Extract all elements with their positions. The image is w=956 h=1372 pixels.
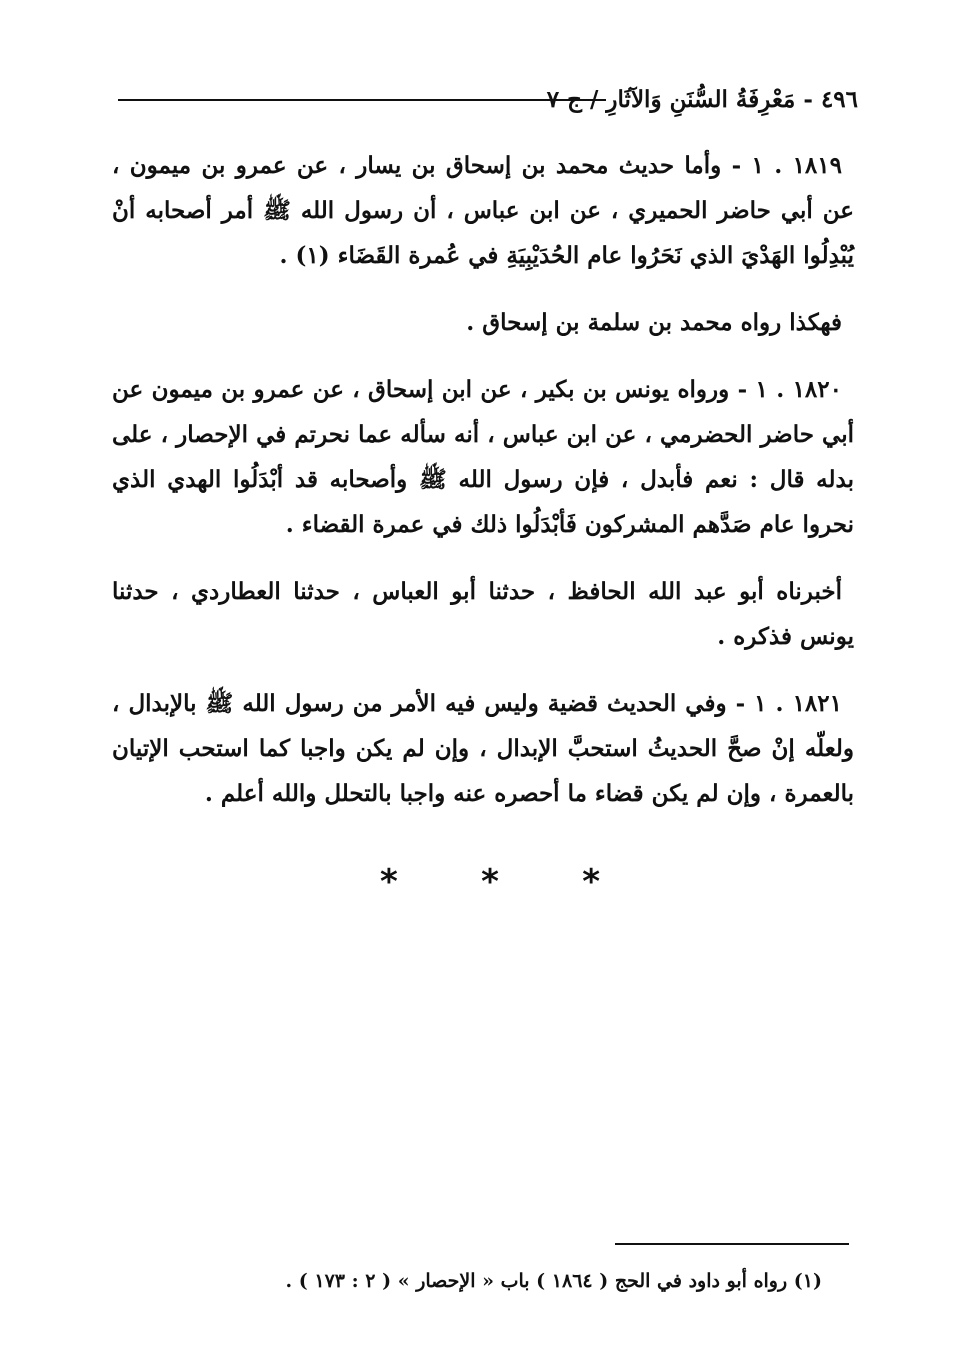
- header-title: ٤٩٦ - مَعْرِفَةُ السُّنَنِ وَالآثَارِ / ج ٧: [546, 86, 858, 113]
- footnote-rule: [615, 1243, 849, 1245]
- header-rule: [118, 99, 606, 101]
- footnote: (١) رواه أبو داود في الحج ( ١٨٦٤ ) باب « الإحصار » ( ٢ : ١٧٣ ) .: [285, 1270, 822, 1292]
- paragraph-1821: ١٨٢١ . ١ - وفي الحديث قضية وليس فيه الأمر من رسول الله ﷺ بالإبدال ، ولعلّه إنْ صحَّ الحديثُ استحبَّ الإبدال ، وإن لم يكن واجبا كما استحب الإتيان بالعمرة ، وإن لم يكن قضاء ما أحصره عنه واجبا بالتحلل والله أعلم .: [112, 690, 854, 807]
- section-separator: [380, 862, 600, 902]
- separator-star: *: [481, 862, 499, 902]
- running-header: [118, 82, 858, 122]
- paragraph-note-1: فهكذا رواه محمد بن سلمة بن إسحاق .: [466, 309, 842, 336]
- paragraph-1819: ١٨١٩ . ١ - وأما حديث محمد بن إسحاق بن يسار ، عن عمرو بن ميمون ، عن أبي حاضر الحميري ، عن ابن عباس ، أن رسول الله ﷺ أمر أصحابه أنْ يُبْدِلُوا الهَدْيَ الذي نَحَرُوا عام الحُدَيْبِيَةِ في عُمرة القَضَاء (١) .: [112, 152, 854, 269]
- separator-star: *: [582, 862, 600, 902]
- main-text: [112, 143, 854, 838]
- separator-star: *: [380, 862, 398, 902]
- paragraph-1820: ١٨٢٠ . ١ - ورواه يونس بن بكير ، عن ابن إسحاق ، عن عمرو بن ميمون عن أبي حاضر الحضرمي ، عن ابن عباس ، أنه سأله عما نحرتم في الإحصار ، على بدله قال : نعم فأبدل ، فإن رسول الله ﷺ وأصحابه قد أبْدَلُوا الهدي الذي نحروا عام صَدَّهم المشركون فَأبْدَلُوا ذلك في عمرة القضاء .: [112, 376, 854, 538]
- paragraph-note-2: أخبرناه أبو عبد الله الحافظ ، حدثنا أبو العباس ، حدثنا العطاردي ، حدثنا يونس فذكره .: [112, 578, 854, 650]
